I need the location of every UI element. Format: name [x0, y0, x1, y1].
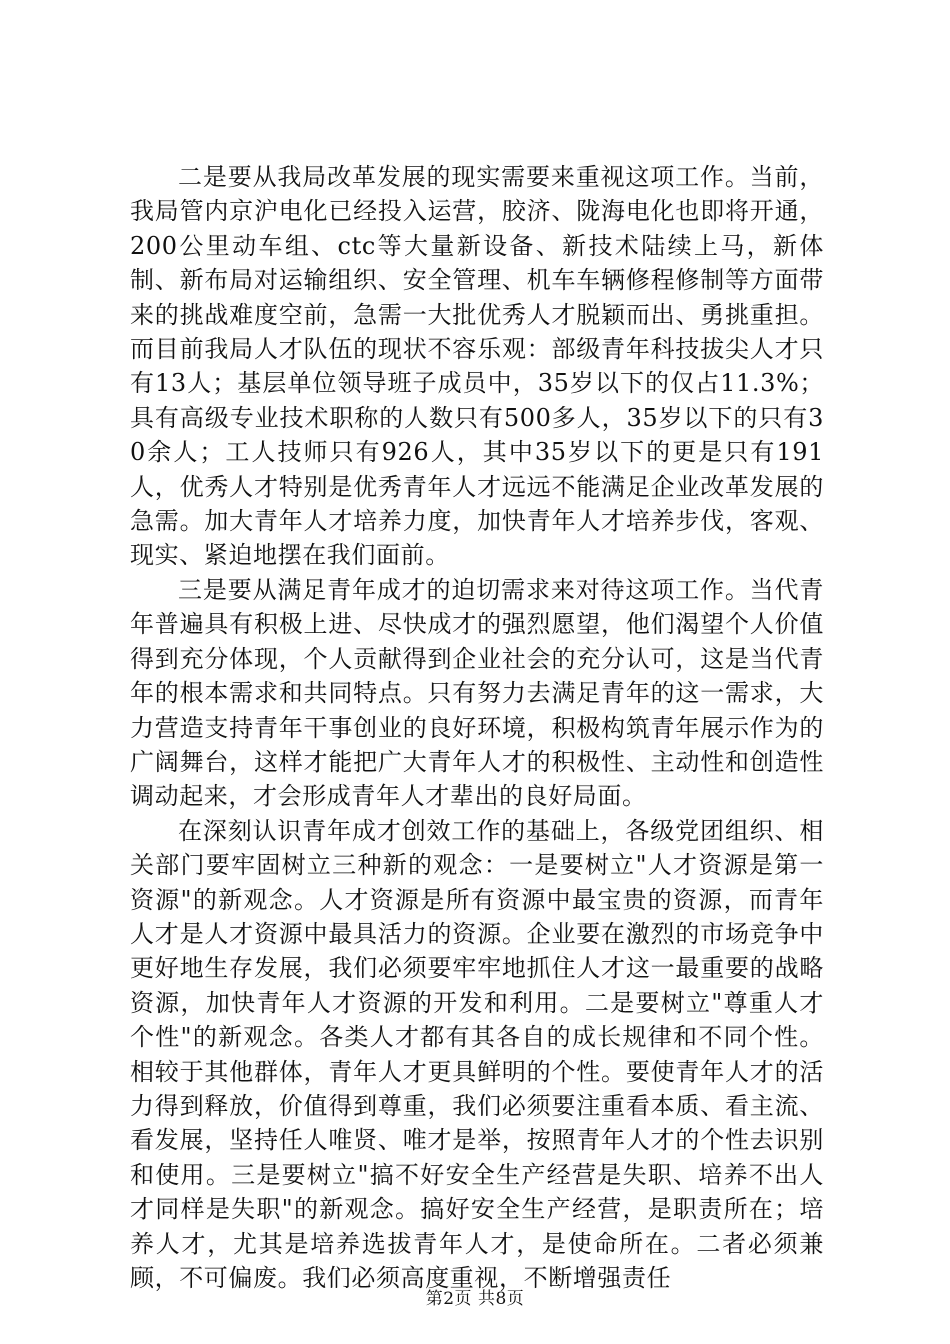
- document-body: [130, 160, 824, 1295]
- paragraph-youth-needs: 三是要从满足青年成才的迫切需求来对待这项工作。当代青年普遍具有积极上进、尽快成才的强烈愿望，他们渴望个人价值得到充分体现，个人贡献得到企业社会的充分认可，这是当代青年的根本需求和共同特点。只有努力去满足青年的这一需求，大力营造支持青年干事创业的良好环境，积极构筑青年展示作为的广阔舞台，这样才能把广大青年人才的积极性、主动性和创造性调动起来，才会形成青年人才辈出的良好局面。: [130, 575, 824, 811]
- page-number-footer: 第2页 共8页: [425, 1289, 525, 1309]
- paragraph-reform-needs: 二是要从我局改革发展的现实需要来重视这项工作。当前，我局管内京沪电化已经投入运营，胶济、陇海电化也即将开通，200公里动车组、ctc等大量新设备、新技术陆续上马，新体制、新布局对运输组织、安全管理、机车车辆修程修制等方面带来的挑战难度空前，急需一大批优秀人才脱颖而出、勇挑重担。而目前我局人才队伍的现状不容乐观：部级青年科技拔尖人才只有13人；基层单位领导班子成员中，35岁以下的仅占11.3%；具有高级专业技术职称的人数只有500多人，35岁以下的只有30余人；工人技师只有926人，其中35岁以下的更是只有191人，优秀人才特别是优秀青年人才远远不能满足企业改革发展的急需。加大青年人才培养力度，加快青年人才培养步伐，客观、现实、紧迫地摆在我们面前。: [130, 163, 824, 570]
- paragraph-three-concepts: 在深刻认识青年成才创效工作的基础上，各级党团组织、相关部门要牢固树立三种新的观念：一是要树立"人才资源是第一资源"的新观念。人才资源是所有资源中最宝贵的资源，而青年人才是人才资源中最具活力的资源。企业要在激烈的市场竞争中更好地生存发展，我们必须要牢牢地抓住人才这一最重要的战略资源，加快青年人才资源的开发和利用。二是要树立"尊重人才个性"的新观念。各类人才都有其各自的成长规律和不同个性。相较于其他群体，青年人才更具鲜明的个性。要使青年人才的活力得到释放，价值得到尊重，我们必须要注重看本质、看主流、看发展，坚持任人唯贤、唯才是举，按照青年人才的个性去识别和使用。三是要树立"搞不好安全生产经营是失职、培养不出人才同样是失职"的新观念。搞好安全生产经营，是职责所在；培养人才，尤其是培养选拔青年人才，是使命所在。二者必须兼顾，不可偏废。我们必须高度重视，不断增强责任: [130, 816, 824, 1292]
